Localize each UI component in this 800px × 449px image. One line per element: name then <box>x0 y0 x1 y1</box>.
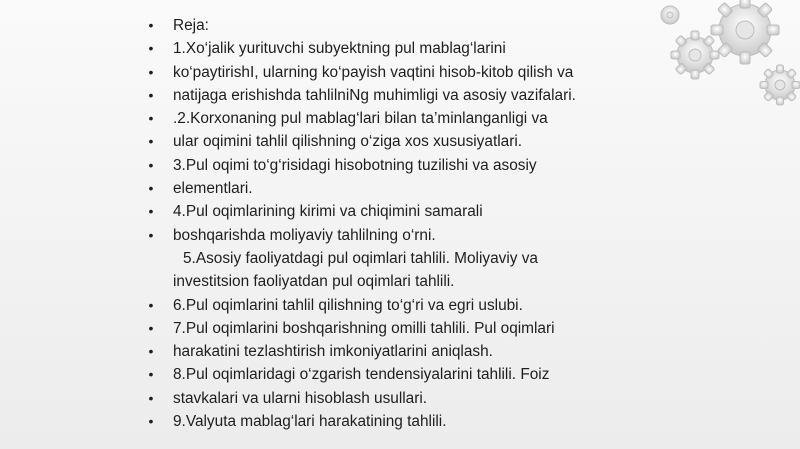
agenda-line <box>146 387 576 410</box>
bullet: • <box>148 226 154 243</box>
bullet: • <box>148 203 154 220</box>
agenda-line <box>146 270 576 293</box>
bullet: • <box>148 343 154 360</box>
agenda-line <box>146 130 576 153</box>
line-text: 9.Valyuta mablag‘lari harakatining tahlili. <box>173 413 447 431</box>
line-text: Reja: <box>173 17 209 34</box>
bullet: • <box>148 366 154 383</box>
bullet: • <box>148 180 154 197</box>
agenda-line <box>146 363 576 386</box>
bullet: • <box>148 86 154 103</box>
agenda-line <box>146 84 576 107</box>
agenda-list <box>146 14 576 433</box>
agenda-line <box>146 14 576 37</box>
bullet: • <box>148 17 154 33</box>
line-text: investitsion faoliyatdan pul oqimlari tahlili. <box>173 273 455 291</box>
bullet: • <box>148 133 154 150</box>
line-text: 1.Xo‘jalik yurituvchi subyektning pul mablag‘larini <box>173 40 506 58</box>
agenda-line <box>146 154 576 177</box>
bullet: • <box>148 413 154 430</box>
line-text: stavkalari va ularni hisoblash usullari. <box>173 389 428 407</box>
line-text: 8.Pul oqimlaridagi o‘zgarish tendensiyalarini tahlili. Foiz <box>173 366 550 384</box>
agenda-line <box>146 247 576 270</box>
agenda-line <box>146 107 576 130</box>
bullet: • <box>148 156 154 173</box>
bullet: • <box>148 389 154 406</box>
agenda-line <box>146 200 576 223</box>
bullet: • <box>148 319 154 336</box>
agenda-line <box>146 317 576 340</box>
bullet: • <box>148 40 154 57</box>
bullet: • <box>148 63 154 80</box>
agenda-line <box>146 177 576 200</box>
line-text: 6.Pul oqimlarini tahlil qilishning to‘g‘ri va egri uslubi. <box>173 296 523 314</box>
agenda-line <box>146 224 576 247</box>
agenda-line <box>146 410 576 433</box>
line-text: 4.Pul oqimlarining kirimi va chiqimini samarali <box>173 203 483 221</box>
bullet: • <box>148 296 154 313</box>
line-text: ko‘paytirishI, ularning ko‘payish vaqtini hisob-kitob qilish va <box>173 63 574 81</box>
line-text: ular oqimini tahlil qilishning o‘ziga xos xususiyatlari. <box>173 133 523 151</box>
line-text: elementlari. <box>173 180 253 198</box>
line-text: .2.Korxonaning pul mablag‘lari bilan ta’minlanganligi va <box>173 110 548 128</box>
line-text: boshqarishda moliyaviy tahlilning o‘rni. <box>173 226 436 244</box>
bullet: • <box>148 110 154 127</box>
gears-icon <box>650 0 800 110</box>
agenda-line <box>146 294 576 317</box>
agenda-line <box>146 61 576 84</box>
line-text: 7.Pul oqimlarini boshqarishning omilli tahlili. Pul oqimlari <box>173 319 555 337</box>
line-text: harakatini tezlashtirish imkoniyatlarini aniqlash. <box>173 343 493 361</box>
line-text: 3.Pul oqimi to‘g‘risidagi hisobotning tuzilishi va asosiy <box>173 156 537 174</box>
agenda-line <box>146 37 576 60</box>
line-text: natijaga erishishda tahlilniNg muhimligi va asosiy vazifalari. <box>173 86 576 104</box>
agenda-line <box>146 340 576 363</box>
line-text: 5.Asosiy faoliyatdagi pul oqimlari tahlili. Moliyaviy va <box>183 249 538 267</box>
